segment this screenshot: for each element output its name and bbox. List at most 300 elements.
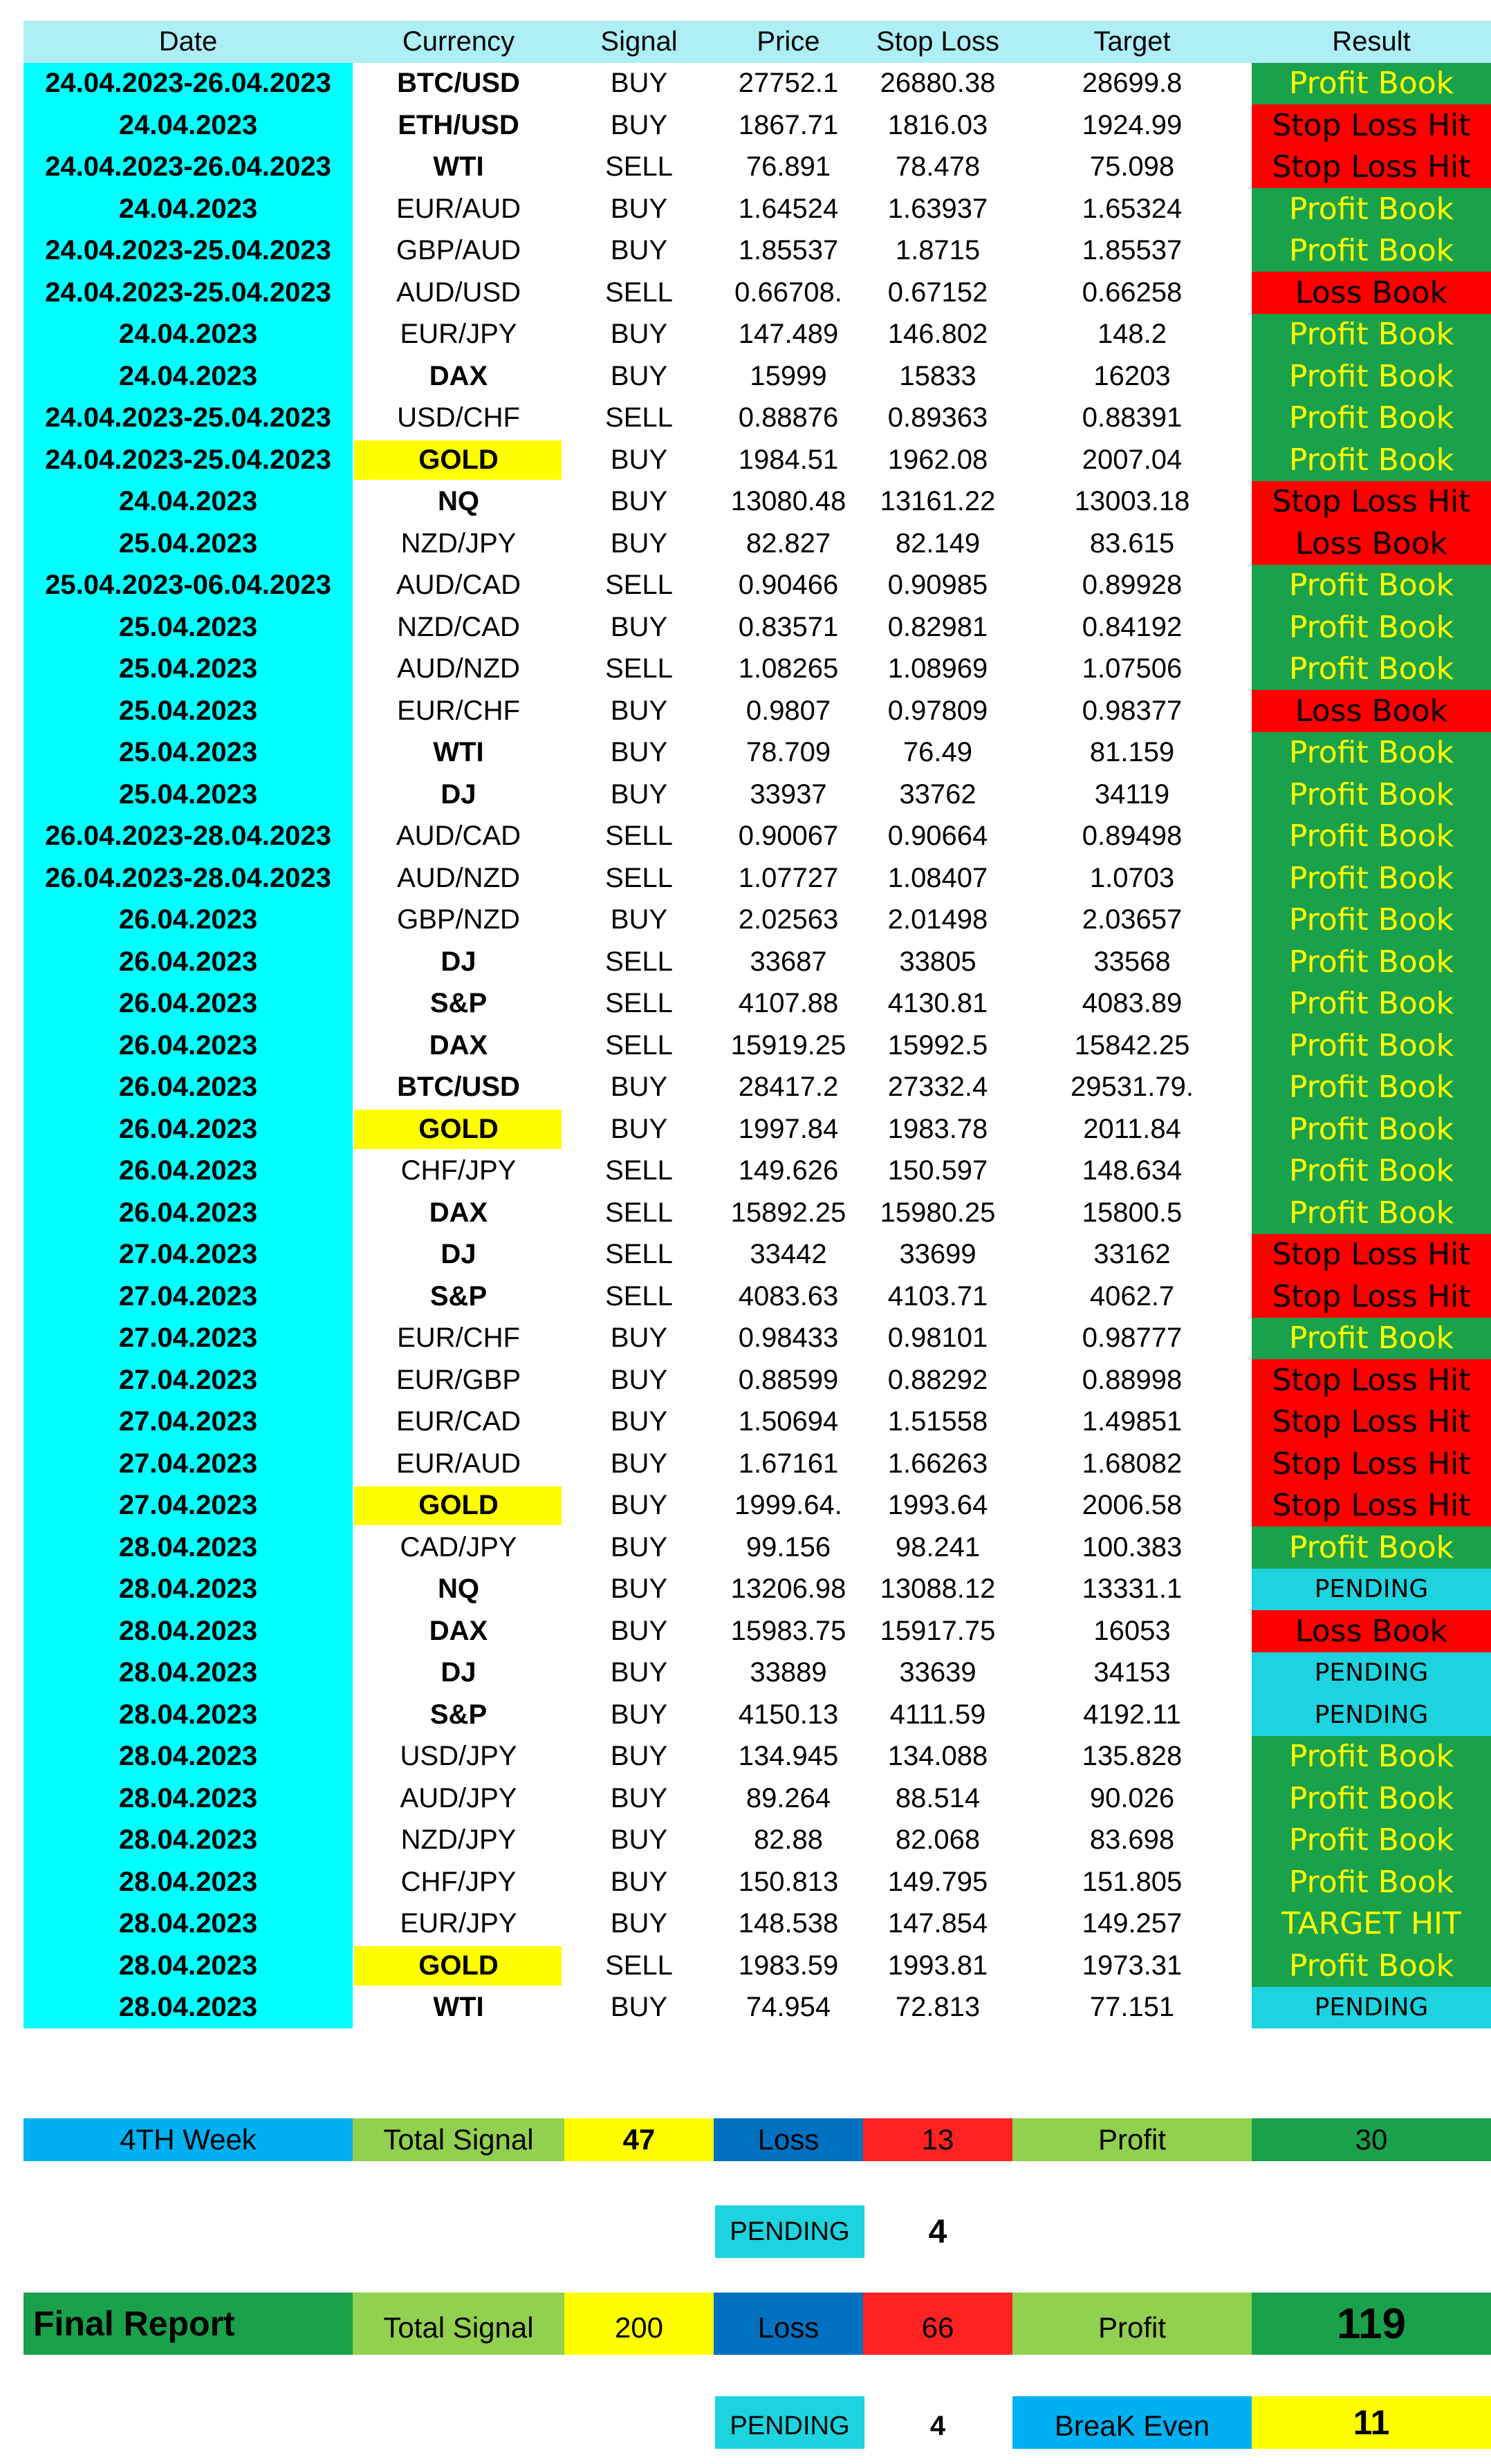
row-currency: WTI (433, 737, 484, 768)
row-date: 28.04.2023 (24, 1694, 353, 1736)
row-price: 1.85537 (738, 235, 839, 266)
final-total-label: Total Signal (353, 2293, 564, 2355)
row-signal: BUY (610, 1113, 668, 1144)
row-stop-loss: 33805 (899, 946, 976, 977)
row-currency: EUR/JPY (400, 1908, 517, 1939)
final-loss-value: 66 (863, 2293, 1012, 2355)
row-result-badge: Stop Loss Hit (1252, 1485, 1491, 1527)
row-result-badge: Profit Book (1252, 1318, 1491, 1360)
table-row (24, 398, 1469, 440)
table-row (24, 147, 1469, 189)
row-target: 33568 (1093, 946, 1171, 977)
row-price: 15999 (750, 360, 827, 391)
row-date: 26.04.2023 (24, 899, 353, 942)
row-currency: NQ (438, 486, 479, 517)
row-price: 0.88599 (738, 1364, 839, 1395)
row-stop-loss: 147.854 (887, 1908, 988, 1939)
row-stop-loss: 1.08407 (887, 862, 988, 893)
row-target: 2007.04 (1082, 444, 1183, 475)
row-target: 148.634 (1082, 1155, 1183, 1186)
row-date: 28.04.2023 (24, 1736, 353, 1778)
row-price: 1.50694 (738, 1406, 839, 1437)
row-date: 26.04.2023 (24, 1025, 353, 1067)
row-currency: S&P (429, 1280, 488, 1312)
row-stop-loss: 33639 (899, 1657, 976, 1688)
row-currency: AUD/NZD (397, 862, 520, 893)
header-signal: Signal (564, 21, 714, 63)
row-price: 0.88876 (738, 402, 839, 433)
row-currency: EUR/JPY (400, 319, 517, 350)
row-price: 27752.1 (738, 68, 839, 99)
row-currency: GOLD (418, 1113, 499, 1144)
row-result-badge: Loss Book (1252, 523, 1491, 565)
row-date: 24.04.2023-26.04.2023 (24, 63, 353, 105)
table-row (24, 690, 1469, 732)
row-signal: SELL (605, 821, 673, 852)
table-row (24, 1318, 1469, 1360)
table-row (24, 1861, 1469, 1903)
row-signal: SELL (605, 277, 673, 308)
row-currency: NZD/CAD (397, 611, 520, 642)
row-price: 1999.64. (734, 1490, 842, 1521)
row-stop-loss: 0.88292 (887, 1364, 988, 1395)
row-result-badge: Profit Book (1252, 314, 1491, 356)
row-target: 148.2 (1097, 319, 1167, 350)
row-price: 89.264 (746, 1782, 831, 1813)
row-price: 15919.25 (730, 1029, 846, 1061)
table-row (24, 648, 1469, 691)
row-currency: EUR/GBP (396, 1364, 521, 1395)
row-signal: BUY (610, 1992, 668, 2023)
row-price: 28417.2 (738, 1072, 839, 1103)
week-profit-label: Profit (1012, 2118, 1252, 2161)
row-target: 149.257 (1082, 1908, 1183, 1939)
row-target: 2011.84 (1083, 1113, 1181, 1144)
row-currency: GOLD (418, 1950, 499, 1981)
row-signal: SELL (605, 1155, 673, 1186)
row-signal: BUY (610, 904, 668, 935)
row-target: 4083.89 (1082, 988, 1183, 1019)
row-currency: DAX (429, 360, 488, 391)
final-pending-bar (24, 2396, 1469, 2449)
row-result-badge: Profit Book (1252, 1861, 1491, 1903)
row-date: 28.04.2023 (24, 1903, 353, 1945)
table-row (24, 1945, 1469, 1987)
final-pending-label: PENDING (715, 2396, 864, 2449)
row-signal: BUY (610, 1866, 668, 1897)
row-price: 33442 (750, 1239, 827, 1270)
row-stop-loss: 82.068 (895, 1824, 981, 1856)
row-result-badge: Stop Loss Hit (1252, 104, 1491, 147)
table-row (24, 1694, 1469, 1736)
row-result-badge: Profit Book (1252, 63, 1491, 105)
header-price: Price (714, 21, 863, 63)
row-stop-loss: 15980.25 (880, 1197, 996, 1228)
row-result-badge: Loss Book (1252, 1610, 1491, 1652)
row-stop-loss: 4103.71 (887, 1280, 988, 1312)
row-price: 1983.59 (738, 1950, 839, 1981)
signals-table (24, 21, 1469, 2028)
row-result-badge: Profit Book (1252, 1736, 1491, 1778)
row-currency: CHF/JPY (400, 1155, 517, 1186)
row-date: 24.04.2023-25.04.2023 (24, 230, 353, 272)
row-price: 0.90067 (738, 821, 839, 852)
row-currency: GBP/NZD (397, 904, 520, 935)
row-signal: BUY (610, 695, 668, 726)
row-target: 0.89498 (1082, 821, 1183, 852)
row-price: 1867.71 (738, 109, 839, 140)
row-target: 13003.18 (1074, 486, 1190, 517)
table-row (24, 1736, 1469, 1778)
row-date: 28.04.2023 (24, 1820, 353, 1862)
row-signal: BUY (610, 1908, 668, 1939)
row-stop-loss: 72.813 (895, 1992, 981, 2023)
row-date: 25.04.2023-06.04.2023 (24, 565, 353, 607)
row-signal: SELL (605, 1950, 673, 1981)
row-result-badge: Profit Book (1252, 230, 1491, 272)
row-result-badge: PENDING (1252, 1694, 1491, 1736)
row-stop-loss: 0.82981 (887, 611, 988, 642)
row-price: 4083.63 (738, 1280, 839, 1312)
row-stop-loss: 2.01498 (887, 904, 988, 935)
row-signal: BUY (610, 1072, 668, 1103)
row-stop-loss: 134.088 (887, 1741, 988, 1772)
week-pending-value: 4 (928, 2213, 947, 2250)
row-stop-loss: 0.89363 (887, 402, 988, 433)
week-pending-bar (24, 2205, 1469, 2258)
row-currency: S&P (429, 988, 488, 1019)
row-signal: BUY (610, 444, 668, 475)
row-result-badge: TARGET HIT (1252, 1903, 1491, 1945)
row-currency: USD/JPY (400, 1741, 517, 1772)
row-currency: USD/CHF (397, 402, 520, 433)
table-row (24, 523, 1469, 565)
row-signal: SELL (605, 653, 673, 684)
row-date: 26.04.2023 (24, 1067, 353, 1109)
row-currency: EUR/AUD (396, 193, 521, 224)
row-currency: DJ (441, 778, 476, 810)
header-result: Result (1252, 21, 1491, 63)
row-result-badge: PENDING (1252, 1987, 1491, 2029)
table-row (24, 1987, 1469, 2029)
row-target: 151.805 (1082, 1866, 1183, 1897)
row-price: 15892.25 (730, 1197, 846, 1228)
row-date: 25.04.2023 (24, 732, 353, 774)
row-target: 1.49851 (1082, 1406, 1183, 1437)
row-target: 33162 (1093, 1239, 1171, 1270)
row-stop-loss: 1.8715 (895, 235, 981, 266)
row-result-badge: Profit Book (1252, 1108, 1491, 1150)
row-currency: AUD/NZD (397, 653, 520, 684)
row-price: 15983.75 (730, 1615, 846, 1646)
table-row (24, 816, 1469, 858)
table-row (24, 1276, 1469, 1318)
row-target: 16053 (1093, 1615, 1171, 1646)
row-price: 0.66708. (734, 277, 842, 308)
row-target: 4192.11 (1083, 1699, 1181, 1730)
week-total-value: 47 (564, 2118, 714, 2161)
row-date: 28.04.2023 (24, 1527, 353, 1569)
row-signal: BUY (610, 1323, 668, 1354)
row-result-badge: Profit Book (1252, 606, 1491, 648)
row-signal: BUY (610, 1364, 668, 1395)
row-result-badge: PENDING (1252, 1652, 1491, 1695)
row-signal: BUY (610, 528, 668, 559)
row-date: 28.04.2023 (24, 1569, 353, 1611)
row-date: 28.04.2023 (24, 1777, 353, 1820)
row-currency: AUD/CAD (396, 570, 521, 601)
row-target: 135.828 (1082, 1741, 1183, 1772)
final-breakeven-value: 11 (1252, 2396, 1491, 2449)
row-target: 81.159 (1089, 737, 1175, 768)
row-date: 28.04.2023 (24, 1945, 353, 1987)
row-signal: BUY (610, 68, 668, 99)
week-pending-label: PENDING (715, 2205, 864, 2258)
row-stop-loss: 0.90664 (887, 821, 988, 852)
row-date: 24.04.2023-25.04.2023 (24, 398, 353, 440)
row-date: 26.04.2023 (24, 1108, 353, 1150)
row-signal: BUY (610, 1657, 668, 1688)
row-signal: SELL (605, 570, 673, 601)
row-result-badge: Profit Book (1252, 1777, 1491, 1820)
row-stop-loss: 33699 (899, 1239, 976, 1270)
row-stop-loss: 4111.59 (889, 1699, 986, 1730)
row-currency: WTI (433, 151, 484, 183)
row-currency: GOLD (418, 444, 499, 475)
row-stop-loss: 13161.22 (880, 486, 996, 517)
row-result-badge: Profit Book (1252, 1025, 1491, 1067)
table-row (24, 899, 1469, 942)
row-date: 25.04.2023 (24, 648, 353, 691)
row-currency: ETH/USD (398, 109, 519, 140)
row-stop-loss: 15833 (899, 360, 976, 391)
table-row (24, 565, 1469, 607)
row-date: 28.04.2023 (24, 1987, 353, 2029)
table-row (24, 355, 1469, 398)
row-result-badge: Profit Book (1252, 941, 1491, 983)
row-result-badge: Stop Loss Hit (1252, 1443, 1491, 1485)
row-result-badge: Stop Loss Hit (1252, 1234, 1491, 1276)
header-currency: Currency (353, 21, 564, 63)
row-signal: BUY (610, 1782, 668, 1813)
row-date: 24.04.2023 (24, 314, 353, 356)
row-target: 16203 (1093, 360, 1171, 391)
row-result-badge: Profit Book (1252, 648, 1491, 691)
row-stop-loss: 4130.81 (887, 988, 988, 1019)
row-signal: BUY (610, 778, 668, 810)
row-date: 28.04.2023 (24, 1610, 353, 1652)
row-signal: SELL (605, 1239, 673, 1270)
row-stop-loss: 27332.4 (887, 1072, 988, 1103)
row-result-badge: Profit Book (1252, 355, 1491, 398)
row-result-badge: Profit Book (1252, 1067, 1491, 1109)
table-row (24, 1443, 1469, 1485)
row-stop-loss: 33762 (899, 778, 976, 810)
table-row (24, 606, 1469, 648)
row-price: 99.156 (746, 1531, 831, 1562)
row-target: 28699.8 (1082, 68, 1183, 99)
row-stop-loss: 1.08969 (887, 653, 988, 684)
row-currency: AUD/CAD (396, 821, 521, 852)
row-currency: NZD/JPY (400, 528, 517, 559)
row-currency: EUR/CHF (397, 695, 520, 726)
row-target: 1973.31 (1082, 1950, 1183, 1981)
row-signal: BUY (610, 1448, 668, 1479)
final-breakeven-label: BreaK Even (1012, 2396, 1252, 2449)
row-target: 1.65324 (1082, 193, 1183, 224)
row-target: 0.89928 (1082, 570, 1183, 601)
row-result-badge: Profit Book (1252, 857, 1491, 899)
row-signal: BUY (610, 193, 668, 224)
row-price: 33889 (750, 1657, 827, 1688)
row-currency: NQ (438, 1574, 479, 1605)
table-row (24, 1820, 1469, 1862)
row-signal: BUY (610, 1574, 668, 1605)
row-result-badge: Stop Loss Hit (1252, 481, 1491, 523)
row-stop-loss: 1.66263 (887, 1448, 988, 1479)
row-date: 24.04.2023 (24, 188, 353, 230)
row-target: 15800.5 (1082, 1197, 1183, 1228)
row-currency: DJ (441, 1239, 476, 1270)
row-result-badge: Profit Book (1252, 565, 1491, 607)
table-row (24, 272, 1469, 314)
table-row (24, 63, 1469, 105)
table-row (24, 1108, 1469, 1150)
row-stop-loss: 1993.81 (887, 1950, 988, 1981)
row-target: 2.03657 (1082, 904, 1183, 935)
row-date: 28.04.2023 (24, 1652, 353, 1695)
row-date: 27.04.2023 (24, 1485, 353, 1527)
header-date: Date (24, 21, 353, 63)
row-stop-loss: 0.90985 (887, 570, 988, 601)
row-date: 24.04.2023-25.04.2023 (24, 439, 353, 481)
row-date: 25.04.2023 (24, 606, 353, 648)
row-result-badge: Loss Book (1252, 690, 1491, 732)
row-signal: SELL (605, 1197, 673, 1228)
table-row (24, 1777, 1469, 1820)
row-stop-loss: 150.597 (887, 1155, 988, 1186)
row-signal: SELL (605, 151, 673, 183)
row-date: 24.04.2023-26.04.2023 (24, 147, 353, 189)
row-result-badge: Loss Book (1252, 272, 1491, 314)
row-price: 149.626 (738, 1155, 839, 1186)
row-stop-loss: 146.802 (887, 319, 988, 350)
row-signal: BUY (610, 1615, 668, 1646)
row-date: 25.04.2023 (24, 523, 353, 565)
row-target: 1.85537 (1082, 235, 1183, 266)
table-row (24, 774, 1469, 816)
row-date: 27.04.2023 (24, 1359, 353, 1401)
row-price: 82.827 (746, 528, 831, 559)
week-loss-label: Loss (714, 2118, 863, 2161)
row-currency: GBP/AUD (396, 235, 521, 266)
row-signal: BUY (610, 737, 668, 768)
row-signal: SELL (605, 1029, 673, 1061)
row-price: 0.83571 (738, 611, 839, 642)
row-signal: BUY (610, 360, 668, 391)
table-row (24, 1359, 1469, 1401)
row-stop-loss: 88.514 (895, 1782, 981, 1813)
final-profit-value: 119 (1252, 2293, 1491, 2355)
row-result-badge: Profit Book (1252, 816, 1491, 858)
row-currency: EUR/CAD (396, 1406, 521, 1437)
row-price: 147.489 (738, 319, 839, 350)
row-price: 4107.88 (738, 988, 839, 1019)
row-stop-loss: 26880.38 (880, 68, 996, 99)
row-result-badge: Profit Book (1252, 398, 1491, 440)
row-result-badge: Profit Book (1252, 1150, 1491, 1193)
table-row (24, 104, 1469, 147)
table-row (24, 732, 1469, 774)
row-result-badge: Profit Book (1252, 439, 1491, 481)
row-result-badge: Profit Book (1252, 1820, 1491, 1862)
row-stop-loss: 149.795 (887, 1866, 988, 1897)
table-row (24, 1401, 1469, 1444)
row-price: 150.813 (738, 1866, 839, 1897)
row-price: 74.954 (746, 1992, 831, 2023)
row-stop-loss: 82.149 (895, 528, 981, 559)
row-result-badge: Profit Book (1252, 732, 1491, 774)
row-target: 34119 (1094, 778, 1170, 810)
row-currency: EUR/CHF (397, 1323, 520, 1354)
row-target: 29531.79. (1071, 1072, 1194, 1103)
final-profit-label: Profit (1012, 2293, 1252, 2355)
table-row (24, 439, 1469, 481)
row-price: 134.945 (738, 1741, 839, 1772)
row-stop-loss: 1.63937 (887, 193, 988, 224)
row-signal: SELL (605, 402, 673, 433)
row-target: 2006.58 (1082, 1490, 1183, 1521)
row-price: 0.9807 (746, 695, 831, 726)
row-currency: GOLD (418, 1490, 499, 1521)
row-price: 2.02563 (738, 904, 839, 935)
row-signal: BUY (610, 1824, 668, 1856)
row-signal: BUY (610, 1406, 668, 1437)
table-row (24, 1485, 1469, 1527)
row-currency: EUR/AUD (396, 1448, 521, 1479)
row-target: 1.68082 (1082, 1448, 1183, 1479)
row-date: 25.04.2023 (24, 690, 353, 732)
row-result-badge: Stop Loss Hit (1252, 1401, 1491, 1444)
row-target: 1.07506 (1082, 653, 1183, 684)
table-row (24, 188, 1469, 230)
row-target: 0.88998 (1082, 1364, 1183, 1395)
final-report-bar (24, 2293, 1469, 2355)
table-row (24, 983, 1469, 1025)
row-result-badge: Stop Loss Hit (1252, 147, 1491, 189)
row-result-badge: Profit Book (1252, 899, 1491, 942)
week-label: 4TH Week (24, 2118, 353, 2161)
row-stop-loss: 1962.08 (887, 444, 988, 475)
row-signal: BUY (610, 109, 668, 140)
row-date: 24.04.2023 (24, 355, 353, 398)
row-currency: DAX (429, 1029, 488, 1061)
table-body (24, 63, 1469, 2029)
final-report-label: Final Report (24, 2293, 353, 2355)
row-date: 28.04.2023 (24, 1861, 353, 1903)
row-signal: BUY (610, 611, 668, 642)
row-date: 27.04.2023 (24, 1234, 353, 1276)
row-signal: BUY (610, 1531, 668, 1562)
row-date: 27.04.2023 (24, 1401, 353, 1444)
week-profit-value: 30 (1252, 2118, 1491, 2161)
row-currency: AUD/USD (396, 277, 521, 308)
row-result-badge: Profit Book (1252, 188, 1491, 230)
row-stop-loss: 76.49 (902, 737, 973, 768)
row-target: 34153 (1093, 1657, 1171, 1688)
final-pending-value: 4 (929, 2410, 946, 2441)
row-currency: DJ (441, 1657, 476, 1688)
